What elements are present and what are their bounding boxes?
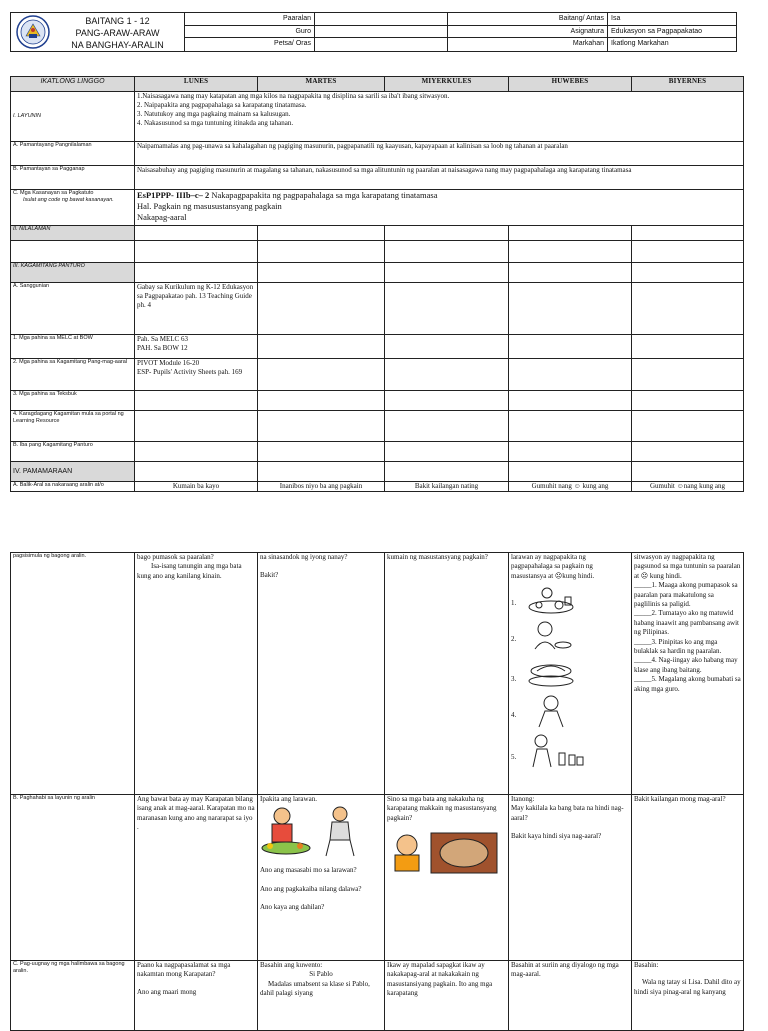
blank-miyerkules bbox=[385, 241, 509, 263]
blank-huwebes bbox=[509, 241, 632, 263]
biyernes-item-4: _____4. Nag-iingay ako habang may klase ang ibang baitang. bbox=[634, 656, 738, 674]
subject-label: Asignatura bbox=[448, 26, 608, 38]
lunes-pag-uugnay-q2: Ano ang maari mong bbox=[137, 987, 197, 996]
lunes-pag-uugnay-q1: Paano ka nagpapasalamat sa mga nakamtan mong Karapatan? bbox=[137, 961, 231, 979]
melc-martes bbox=[258, 335, 385, 359]
day-header-huwebes: HUWEBES bbox=[509, 77, 632, 92]
ibk-huwebes bbox=[509, 442, 632, 462]
paghahabi-label: B. Paghahabi sa layunin ng aralin bbox=[11, 795, 135, 961]
martes-question-3: Ano kaya ang dahilan? bbox=[260, 903, 325, 912]
pag-uugnay-huwebes: Basahin at suriin ang diyalogo ng mga mag-aaral. bbox=[509, 961, 632, 1031]
pam-martes bbox=[258, 462, 385, 482]
nilalaman-biyernes bbox=[632, 226, 744, 241]
plan-title bbox=[51, 13, 185, 51]
subject-info bbox=[447, 13, 737, 51]
biyernes-story-text: Wala ng tatay si Lisa. Dahil dito ay hindi siya pinag-aral ng kanyang bbox=[634, 978, 741, 996]
food-tray-illustration bbox=[525, 657, 577, 691]
lesson-plan-header bbox=[10, 12, 737, 52]
biyernes-read: Basahin: bbox=[634, 961, 659, 969]
sanggunian-martes bbox=[258, 283, 385, 335]
iba-pang-kagamitan-label: B. Iba pang Kagamitang Panturo bbox=[11, 442, 135, 462]
biyernes-instruction: sitwasyon ay nagpapakita ng pagsunod sa mga tuntunin sa paaralan at ☹ kung hindi. bbox=[634, 553, 741, 580]
kagamitan-biyernes bbox=[632, 263, 744, 283]
story-title: Si Pablo bbox=[309, 970, 333, 979]
miyerkules-question: Sino sa mga bata ang nakakuha ng karapatang makkain ng masustansyang pagkain? bbox=[387, 795, 497, 822]
kpm-martes bbox=[258, 359, 385, 391]
child-with-bowl-illustration bbox=[525, 619, 577, 653]
nilalaman-huwebes bbox=[509, 226, 632, 241]
day-header-biyernes: BIYERNES bbox=[632, 77, 744, 92]
huwebes-instruction: larawan ay nagpapakita ng pagpapahalaga sa pagkain ng masustansya at ☹kung hindi. bbox=[511, 553, 595, 580]
grade-value: Isa bbox=[611, 15, 621, 22]
balik-aral-cont-miyerkules: kumain ng masustansyang pagkain? bbox=[385, 553, 509, 795]
pam-biyernes bbox=[632, 462, 744, 482]
balik-aral-lunes: Kumain ba kayo bbox=[135, 482, 258, 492]
blank-martes bbox=[258, 241, 385, 263]
nilalaman-lunes bbox=[135, 226, 258, 241]
teksbuk-huwebes bbox=[509, 391, 632, 411]
kasanayan-line-2: Hal. Pagkain ng masusustansyang pagkain bbox=[137, 201, 282, 211]
lr-biyernes bbox=[632, 411, 744, 442]
layunin-item-2: 2. Naipapakita ang pagpapahalaga sa karapatang tinatamasa. bbox=[137, 101, 307, 109]
huwebes-picture-list bbox=[511, 581, 629, 773]
lr-miyerkules bbox=[385, 411, 509, 442]
balik-aral-miyerkules: Bakit kailangan nating bbox=[385, 482, 509, 492]
lr-lunes bbox=[135, 411, 258, 442]
layunin-item-1: 1.Naisasagawa nang may katapatan ang mga kilos na nagpapakita ng disiplina sa sarili sa iba't ibang sitwasyon. bbox=[137, 92, 450, 100]
pam-miyerkules bbox=[385, 462, 509, 482]
paghahabi-miyerkules bbox=[385, 795, 509, 961]
subject-value: Edukasyon sa Pagpapakatao bbox=[611, 27, 703, 35]
teksbuk-biyernes bbox=[632, 391, 744, 411]
melc-pages-label: 1. Mga pahina sa MELC at BOW bbox=[11, 335, 135, 359]
martes-show-picture: Ipakita ang larawan. bbox=[260, 795, 317, 803]
blank-biyernes bbox=[632, 241, 744, 263]
deped-seal-icon bbox=[16, 15, 50, 49]
child-eating-food-illustration bbox=[525, 585, 577, 615]
school-label: Paaralan bbox=[185, 13, 315, 25]
huwebes-question-2: Bakit kaya hindi siya nag-aaral? bbox=[511, 832, 602, 841]
blank-lunes bbox=[135, 241, 258, 263]
balik-aral-huwebes: Gumuhit nang ☺ kung ang bbox=[509, 482, 632, 492]
lr-huwebes bbox=[509, 411, 632, 442]
biyernes-item-1: _____1. Maaga akong pumapasok sa paaralan para makatulong sa paglilinis sa paligid. bbox=[634, 581, 738, 609]
kagamitan-miyerkules bbox=[385, 263, 509, 283]
pamantayang-pangnilalaman-text: Naipamamalas ang pag-unawa sa kahalagahan ng pagiging masunurin, pagpapanatili ng kaayusan, kapayapaan at kalinisan sa loob ng tahanan at paaralan bbox=[135, 142, 744, 166]
teksbuk-miyerkules bbox=[385, 391, 509, 411]
teksbuk-label: 3. Mga pahina sa Teksbuk bbox=[11, 391, 135, 411]
child-and-meal-illustration bbox=[387, 831, 503, 875]
story-text: Madalas umabsent sa klase si Pablo, dahil palagi siyang bbox=[260, 979, 370, 998]
teksbuk-martes bbox=[258, 391, 385, 411]
paghahabi-biyernes: Bakit kailangan mong mag-aral? bbox=[632, 795, 744, 961]
balik-aral-cont-lunes bbox=[135, 553, 258, 795]
kasanayan-content bbox=[135, 190, 744, 226]
pamantayang-pangnilalaman-label: A. Pamantayang Pangnilalaman bbox=[11, 142, 135, 166]
lr-portal-label: 4. Karagdagang Kagamitan mula sa portal ng Learning Resource bbox=[11, 411, 135, 442]
lesson-plan-table-2 bbox=[10, 552, 744, 1031]
kagamitang-pang-mag-aaral-text: PIVOT Module 16-20 ESP- Pupils' Activity Sheets pah. 169 bbox=[135, 359, 258, 391]
sanggunian-biyernes bbox=[632, 283, 744, 335]
picture-number-4: 4. bbox=[511, 711, 517, 720]
day-header-martes: MARTES bbox=[258, 77, 385, 92]
kpm-huwebes bbox=[509, 359, 632, 391]
day-header-lunes: LUNES bbox=[135, 77, 258, 92]
week-label: IKATLONG LINGGO bbox=[11, 77, 135, 92]
ibk-biyernes bbox=[632, 442, 744, 462]
balik-aral-cont-label: pagsisimula ng bagong aralin. bbox=[11, 553, 135, 795]
layunin-content bbox=[135, 92, 744, 142]
pag-uugnay-miyerkules: Ikaw ay mapalad sapagkat ikaw ay nakakapag-aral at nakakakain ng masustansiyang pagkain. Ito ang mga karapatang bbox=[385, 961, 509, 1031]
layunin-item-3: 3. Natutukoy ang mga pagkaing mainam sa kalusugan. bbox=[137, 110, 291, 118]
child-sitting-illustration bbox=[525, 693, 577, 729]
kpm-biyernes bbox=[632, 359, 744, 391]
child-with-snacks-illustration bbox=[525, 731, 585, 771]
picture-number-5: 5. bbox=[511, 753, 517, 762]
paghahabi-martes bbox=[258, 795, 385, 961]
martes-q1-why: Bakit? bbox=[260, 571, 279, 580]
kasanayan-label-cell bbox=[11, 190, 135, 226]
pag-uugnay-biyernes bbox=[632, 961, 744, 1031]
two-children-illustration bbox=[260, 804, 370, 860]
balik-aral-biyernes: Gumuhit ☺nang kung ang bbox=[632, 482, 744, 492]
melc-pages-text: Pah. Sa MELC 63 PAH. Sa BOW 12 bbox=[135, 335, 258, 359]
quarter-value: Ikatlong Markahan bbox=[611, 40, 669, 48]
nilalaman-label: II. NILALAMAN bbox=[11, 226, 135, 241]
nilalaman-martes bbox=[258, 226, 385, 241]
kasanayan-label: C. Mga Kasanayan sa Pagkatuto bbox=[13, 190, 94, 196]
biyernes-item-3: _____3. Pinipitas ko ang mga bulaklak sa hardin ng paaralan. bbox=[634, 637, 722, 656]
martes-question-2: Ano ang pagkakaiba nilang dalawa? bbox=[260, 884, 362, 893]
kagamitan-huwebes bbox=[509, 263, 632, 283]
pag-uugnay-lunes bbox=[135, 961, 258, 1031]
balik-aral-label: A. Balik-Aral sa nakaraang aralin at/o bbox=[11, 482, 135, 492]
plan-title-line-1: BAITANG 1 - 12 bbox=[85, 16, 150, 26]
kagamitang-pang-mag-aaral-label: 2. Mga pahina sa Kagamitang Pang-mag-aaral bbox=[11, 359, 135, 391]
sanggunian-huwebes bbox=[509, 283, 632, 335]
pag-uugnay-martes bbox=[258, 961, 385, 1031]
layunin-label: I. LAYUNIN bbox=[11, 92, 135, 142]
pag-uugnay-label: C. Pag-uugnay ng mga halimbawa sa bagong aralin. bbox=[11, 961, 135, 1031]
huwebes-question-1: May kakilala ka bang bata na hindi nag-aaral? bbox=[511, 804, 624, 822]
lunes-q1: bago pumasok sa paaralan? bbox=[137, 553, 214, 561]
kpm-miyerkules bbox=[385, 359, 509, 391]
balik-aral-cont-martes bbox=[258, 553, 385, 795]
date-label: Petsa/ Oras bbox=[185, 38, 315, 51]
lesson-plan-table-1 bbox=[10, 76, 744, 492]
kagamitan-lunes bbox=[135, 263, 258, 283]
teacher-label: Guro bbox=[185, 26, 315, 38]
sanggunian-text: Gabay sa Kurikulum ng K-12 Edukasyon sa Pagpapakatao pah. 13 Teaching Guide ph. 4 bbox=[135, 283, 258, 335]
pamantayan-pagganap-text: Naisasabuhay ang pagiging masunurin at magalang sa tahanan, nakasusunod sa mga alituntunin ng paaralan at naisasagawa nang may pagpapahalaga ang karapatang tinatamasa bbox=[135, 166, 744, 190]
grade-label: Baitang/ Antas bbox=[448, 13, 608, 25]
pamantayan-pagganap-label: B. Pamantayan sa Pagganap bbox=[11, 166, 135, 190]
quarter-label: Markahan bbox=[448, 38, 608, 51]
picture-number-2: 2. bbox=[511, 635, 517, 644]
melc-huwebes bbox=[509, 335, 632, 359]
martes-q1: na sinasandok ng iyong nanay? bbox=[260, 553, 348, 561]
school-info bbox=[185, 13, 447, 51]
kasanayan-code: EsP1PPP- IIIb–c– 2 bbox=[137, 190, 210, 200]
teacher-value[interactable] bbox=[315, 26, 447, 38]
martes-read-story: Basahin ang kuwento: bbox=[260, 961, 323, 969]
kagamitan-martes bbox=[258, 263, 385, 283]
kasanayan-text: Nakapagpapakita ng pagpapahalaga sa mga karapatang tinatamasa bbox=[211, 190, 438, 200]
school-value[interactable] bbox=[315, 13, 447, 25]
melc-biyernes bbox=[632, 335, 744, 359]
balik-aral-cont-huwebes bbox=[509, 553, 632, 795]
balik-aral-martes: Inanibos niyo ba ang pagkain bbox=[258, 482, 385, 492]
huwebes-ask: Itanong: bbox=[511, 795, 535, 803]
martes-question-1: Ano ang masasabi mo sa larawan? bbox=[260, 866, 357, 875]
date-value[interactable] bbox=[315, 38, 447, 51]
biyernes-item-2: _____2. Tumatayo ako ng matuwid habang inaawit ang pambansang awit ng Pilipinas. bbox=[634, 609, 739, 637]
nilalaman-miyerkules bbox=[385, 226, 509, 241]
day-header-miyerkules: MIYERKULES bbox=[385, 77, 509, 92]
blank-label bbox=[11, 241, 135, 263]
pamamaraan-label: IV. PAMAMARAAN bbox=[11, 462, 135, 482]
paghahabi-huwebes bbox=[509, 795, 632, 961]
layunin-item-4: 4. Nakasusunod sa mga tuntuning itinakda ang tahanan. bbox=[137, 119, 294, 127]
ibk-martes bbox=[258, 442, 385, 462]
picture-number-1: 1. bbox=[511, 599, 517, 608]
pam-lunes bbox=[135, 462, 258, 482]
plan-title-line-3: NA BANGHAY-ARALIN bbox=[71, 40, 164, 50]
pam-huwebes bbox=[509, 462, 632, 482]
plan-title-line-2: PANG-ARAW-ARAW bbox=[75, 28, 160, 38]
melc-miyerkules bbox=[385, 335, 509, 359]
paghahabi-lunes: Ang bawat bata ay may Karapatan bilang isang anak at mag-aaral. Karapatan mo na maranasan kung ano ang nararapat sa iyo . bbox=[135, 795, 258, 961]
biyernes-item-5: _____5. Magalang akong bumabati sa aking mga guro. bbox=[634, 675, 741, 693]
sanggunian-label: A. Sanggunian bbox=[11, 283, 135, 335]
ibk-lunes bbox=[135, 442, 258, 462]
teksbuk-lunes bbox=[135, 391, 258, 411]
kasanayan-sublabel: Isulat ang code ng bawat kasanayan. bbox=[23, 197, 114, 203]
lr-martes bbox=[258, 411, 385, 442]
ibk-miyerkules bbox=[385, 442, 509, 462]
kasanayan-line-3: Nakapag-aaral bbox=[137, 212, 187, 222]
kagamitan-label: III. KAGAMITANG PANTURO bbox=[11, 263, 135, 283]
sanggunian-miyerkules bbox=[385, 283, 509, 335]
picture-number-3: 3. bbox=[511, 675, 517, 684]
lunes-q1-instruction: Isa-isang tanungin ang mga bata kung ano ang kanilang kinain. bbox=[137, 562, 242, 580]
balik-aral-cont-biyernes bbox=[632, 553, 744, 795]
